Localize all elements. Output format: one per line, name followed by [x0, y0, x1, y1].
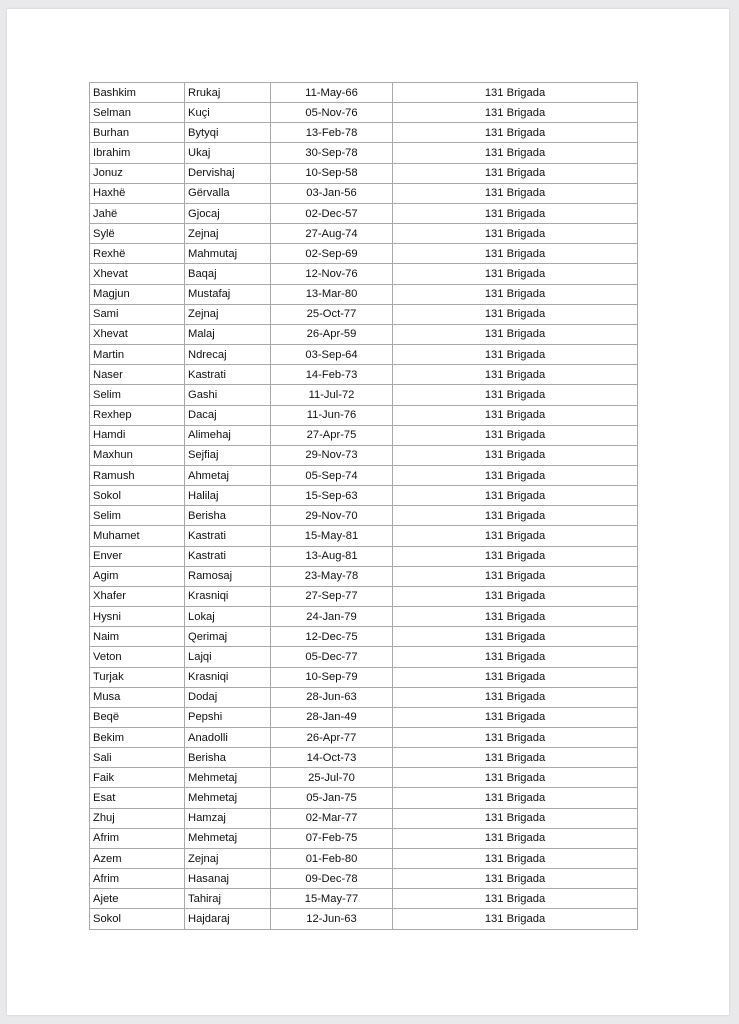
unit-cell: 131 Brigada [393, 465, 638, 485]
first-name-cell: Afrim [90, 828, 185, 848]
birth-date-cell: 24-Jan-79 [271, 607, 393, 627]
last-name-cell: Hajdaraj [185, 909, 271, 929]
last-name-cell: Sejfiaj [185, 445, 271, 465]
table-row [90, 163, 638, 183]
table-row [90, 304, 638, 324]
last-name-cell: Dervishaj [185, 163, 271, 183]
birth-date-cell: 26-Apr-77 [271, 728, 393, 748]
birth-date-cell: 09-Dec-78 [271, 869, 393, 889]
unit-cell: 131 Brigada [393, 203, 638, 223]
birth-date-cell: 11-May-66 [271, 83, 393, 103]
first-name-cell: Esat [90, 788, 185, 808]
first-name-cell: Sylë [90, 224, 185, 244]
unit-cell: 131 Brigada [393, 909, 638, 929]
unit-cell: 131 Brigada [393, 566, 638, 586]
first-name-cell: Ramush [90, 465, 185, 485]
last-name-cell: Gërvalla [185, 183, 271, 203]
first-name-cell: Jonuz [90, 163, 185, 183]
last-name-cell: Kastrati [185, 526, 271, 546]
unit-cell: 131 Brigada [393, 808, 638, 828]
table-row [90, 909, 638, 929]
table-row [90, 425, 638, 445]
unit-cell: 131 Brigada [393, 627, 638, 647]
last-name-cell: Dacaj [185, 405, 271, 425]
unit-cell: 131 Brigada [393, 83, 638, 103]
last-name-cell: Hamzaj [185, 808, 271, 828]
first-name-cell: Ajete [90, 889, 185, 909]
table-row [90, 566, 638, 586]
first-name-cell: Martin [90, 345, 185, 365]
table-row [90, 365, 638, 385]
last-name-cell: Ndrecaj [185, 345, 271, 365]
table-row [90, 667, 638, 687]
table-row [90, 647, 638, 667]
unit-cell: 131 Brigada [393, 425, 638, 445]
first-name-cell: Bashkim [90, 83, 185, 103]
table-row [90, 526, 638, 546]
first-name-cell: Hamdi [90, 425, 185, 445]
first-name-cell: Zhuj [90, 808, 185, 828]
last-name-cell: Ahmetaj [185, 465, 271, 485]
first-name-cell: Sokol [90, 909, 185, 929]
unit-cell: 131 Brigada [393, 345, 638, 365]
table-row [90, 728, 638, 748]
table-row [90, 83, 638, 103]
birth-date-cell: 11-Jul-72 [271, 385, 393, 405]
last-name-cell: Mahmutaj [185, 244, 271, 264]
last-name-cell: Malaj [185, 324, 271, 344]
table-row [90, 465, 638, 485]
unit-cell: 131 Brigada [393, 707, 638, 727]
birth-date-cell: 30-Sep-78 [271, 143, 393, 163]
first-name-cell: Rexhë [90, 244, 185, 264]
last-name-cell: Mehmetaj [185, 828, 271, 848]
first-name-cell: Xhevat [90, 264, 185, 284]
table-row [90, 788, 638, 808]
first-name-cell: Musa [90, 687, 185, 707]
last-name-cell: Berisha [185, 748, 271, 768]
birth-date-cell: 11-Jun-76 [271, 405, 393, 425]
birth-date-cell: 27-Sep-77 [271, 586, 393, 606]
birth-date-cell: 14-Feb-73 [271, 365, 393, 385]
last-name-cell: Berisha [185, 506, 271, 526]
unit-cell: 131 Brigada [393, 586, 638, 606]
roster-table [89, 82, 638, 930]
birth-date-cell: 07-Feb-75 [271, 828, 393, 848]
birth-date-cell: 14-Oct-73 [271, 748, 393, 768]
birth-date-cell: 27-Apr-75 [271, 425, 393, 445]
unit-cell: 131 Brigada [393, 768, 638, 788]
birth-date-cell: 03-Jan-56 [271, 183, 393, 203]
table-row [90, 687, 638, 707]
birth-date-cell: 01-Feb-80 [271, 848, 393, 868]
first-name-cell: Selim [90, 506, 185, 526]
unit-cell: 131 Brigada [393, 405, 638, 425]
birth-date-cell: 02-Mar-77 [271, 808, 393, 828]
document-page [7, 9, 729, 1015]
birth-date-cell: 15-Sep-63 [271, 486, 393, 506]
birth-date-cell: 13-Aug-81 [271, 546, 393, 566]
last-name-cell: Gjocaj [185, 203, 271, 223]
first-name-cell: Sokol [90, 486, 185, 506]
table-row [90, 103, 638, 123]
table-row [90, 284, 638, 304]
last-name-cell: Halilaj [185, 486, 271, 506]
birth-date-cell: 02-Sep-69 [271, 244, 393, 264]
birth-date-cell: 29-Nov-73 [271, 445, 393, 465]
last-name-cell: Kastrati [185, 365, 271, 385]
birth-date-cell: 12-Dec-75 [271, 627, 393, 647]
table-row [90, 828, 638, 848]
birth-date-cell: 05-Dec-77 [271, 647, 393, 667]
first-name-cell: Hysni [90, 607, 185, 627]
first-name-cell: Agim [90, 566, 185, 586]
unit-cell: 131 Brigada [393, 123, 638, 143]
birth-date-cell: 03-Sep-64 [271, 345, 393, 365]
first-name-cell: Beqë [90, 707, 185, 727]
first-name-cell: Faik [90, 768, 185, 788]
table-row [90, 224, 638, 244]
first-name-cell: Rexhep [90, 405, 185, 425]
birth-date-cell: 25-Jul-70 [271, 768, 393, 788]
table-row [90, 586, 638, 606]
unit-cell: 131 Brigada [393, 788, 638, 808]
first-name-cell: Magjun [90, 284, 185, 304]
first-name-cell: Xhafer [90, 586, 185, 606]
table-row [90, 203, 638, 223]
last-name-cell: Kastrati [185, 546, 271, 566]
table-row [90, 143, 638, 163]
unit-cell: 131 Brigada [393, 607, 638, 627]
first-name-cell: Bekim [90, 728, 185, 748]
last-name-cell: Zejnaj [185, 224, 271, 244]
unit-cell: 131 Brigada [393, 163, 638, 183]
birth-date-cell: 15-May-77 [271, 889, 393, 909]
unit-cell: 131 Brigada [393, 546, 638, 566]
table-row [90, 869, 638, 889]
table-row [90, 808, 638, 828]
birth-date-cell: 28-Jun-63 [271, 687, 393, 707]
last-name-cell: Baqaj [185, 264, 271, 284]
birth-date-cell: 12-Nov-76 [271, 264, 393, 284]
table-row [90, 607, 638, 627]
birth-date-cell: 13-Feb-78 [271, 123, 393, 143]
birth-date-cell: 10-Sep-58 [271, 163, 393, 183]
first-name-cell: Haxhë [90, 183, 185, 203]
unit-cell: 131 Brigada [393, 869, 638, 889]
last-name-cell: Lajqi [185, 647, 271, 667]
birth-date-cell: 28-Jan-49 [271, 707, 393, 727]
first-name-cell: Naser [90, 365, 185, 385]
table-row [90, 123, 638, 143]
last-name-cell: Gashi [185, 385, 271, 405]
first-name-cell: Turjak [90, 667, 185, 687]
birth-date-cell: 15-May-81 [271, 526, 393, 546]
table-row [90, 627, 638, 647]
first-name-cell: Sami [90, 304, 185, 324]
table-row [90, 748, 638, 768]
birth-date-cell: 29-Nov-70 [271, 506, 393, 526]
last-name-cell: Tahiraj [185, 889, 271, 909]
unit-cell: 131 Brigada [393, 687, 638, 707]
unit-cell: 131 Brigada [393, 224, 638, 244]
unit-cell: 131 Brigada [393, 848, 638, 868]
unit-cell: 131 Brigada [393, 324, 638, 344]
table-row [90, 244, 638, 264]
last-name-cell: Bytyqi [185, 123, 271, 143]
last-name-cell: Zejnaj [185, 848, 271, 868]
birth-date-cell: 25-Oct-77 [271, 304, 393, 324]
last-name-cell: Kuçi [185, 103, 271, 123]
last-name-cell: Krasniqi [185, 586, 271, 606]
first-name-cell: Sali [90, 748, 185, 768]
table-row [90, 264, 638, 284]
first-name-cell: Selman [90, 103, 185, 123]
last-name-cell: Mehmetaj [185, 768, 271, 788]
unit-cell: 131 Brigada [393, 183, 638, 203]
table-row [90, 405, 638, 425]
last-name-cell: Rrukaj [185, 83, 271, 103]
table-row [90, 183, 638, 203]
unit-cell: 131 Brigada [393, 828, 638, 848]
birth-date-cell: 13-Mar-80 [271, 284, 393, 304]
unit-cell: 131 Brigada [393, 889, 638, 909]
birth-date-cell: 05-Sep-74 [271, 465, 393, 485]
table-row [90, 486, 638, 506]
unit-cell: 131 Brigada [393, 264, 638, 284]
first-name-cell: Jahë [90, 203, 185, 223]
unit-cell: 131 Brigada [393, 728, 638, 748]
table-row [90, 768, 638, 788]
unit-cell: 131 Brigada [393, 385, 638, 405]
table-row [90, 546, 638, 566]
birth-date-cell: 23-May-78 [271, 566, 393, 586]
last-name-cell: Hasanaj [185, 869, 271, 889]
unit-cell: 131 Brigada [393, 647, 638, 667]
unit-cell: 131 Brigada [393, 143, 638, 163]
unit-cell: 131 Brigada [393, 526, 638, 546]
birth-date-cell: 12-Jun-63 [271, 909, 393, 929]
table-row [90, 889, 638, 909]
birth-date-cell: 26-Apr-59 [271, 324, 393, 344]
unit-cell: 131 Brigada [393, 486, 638, 506]
unit-cell: 131 Brigada [393, 284, 638, 304]
first-name-cell: Enver [90, 546, 185, 566]
table-row [90, 707, 638, 727]
last-name-cell: Ramosaj [185, 566, 271, 586]
table-row [90, 385, 638, 405]
unit-cell: 131 Brigada [393, 667, 638, 687]
first-name-cell: Veton [90, 647, 185, 667]
first-name-cell: Naim [90, 627, 185, 647]
first-name-cell: Afrim [90, 869, 185, 889]
table-row [90, 445, 638, 465]
last-name-cell: Pepshi [185, 707, 271, 727]
birth-date-cell: 10-Sep-79 [271, 667, 393, 687]
birth-date-cell: 02-Dec-57 [271, 203, 393, 223]
first-name-cell: Xhevat [90, 324, 185, 344]
table-row [90, 324, 638, 344]
first-name-cell: Ibrahim [90, 143, 185, 163]
last-name-cell: Qerimaj [185, 627, 271, 647]
first-name-cell: Muhamet [90, 526, 185, 546]
last-name-cell: Mehmetaj [185, 788, 271, 808]
last-name-cell: Ukaj [185, 143, 271, 163]
last-name-cell: Anadolli [185, 728, 271, 748]
unit-cell: 131 Brigada [393, 365, 638, 385]
unit-cell: 131 Brigada [393, 244, 638, 264]
table-row [90, 848, 638, 868]
table-row [90, 345, 638, 365]
unit-cell: 131 Brigada [393, 103, 638, 123]
roster-table-body [90, 83, 638, 930]
first-name-cell: Selim [90, 385, 185, 405]
table-row [90, 506, 638, 526]
last-name-cell: Dodaj [185, 687, 271, 707]
last-name-cell: Mustafaj [185, 284, 271, 304]
first-name-cell: Maxhun [90, 445, 185, 465]
birth-date-cell: 27-Aug-74 [271, 224, 393, 244]
unit-cell: 131 Brigada [393, 304, 638, 324]
first-name-cell: Azem [90, 848, 185, 868]
unit-cell: 131 Brigada [393, 506, 638, 526]
unit-cell: 131 Brigada [393, 748, 638, 768]
birth-date-cell: 05-Nov-76 [271, 103, 393, 123]
last-name-cell: Alimehaj [185, 425, 271, 445]
last-name-cell: Zejnaj [185, 304, 271, 324]
unit-cell: 131 Brigada [393, 445, 638, 465]
last-name-cell: Krasniqi [185, 667, 271, 687]
birth-date-cell: 05-Jan-75 [271, 788, 393, 808]
first-name-cell: Burhan [90, 123, 185, 143]
last-name-cell: Lokaj [185, 607, 271, 627]
